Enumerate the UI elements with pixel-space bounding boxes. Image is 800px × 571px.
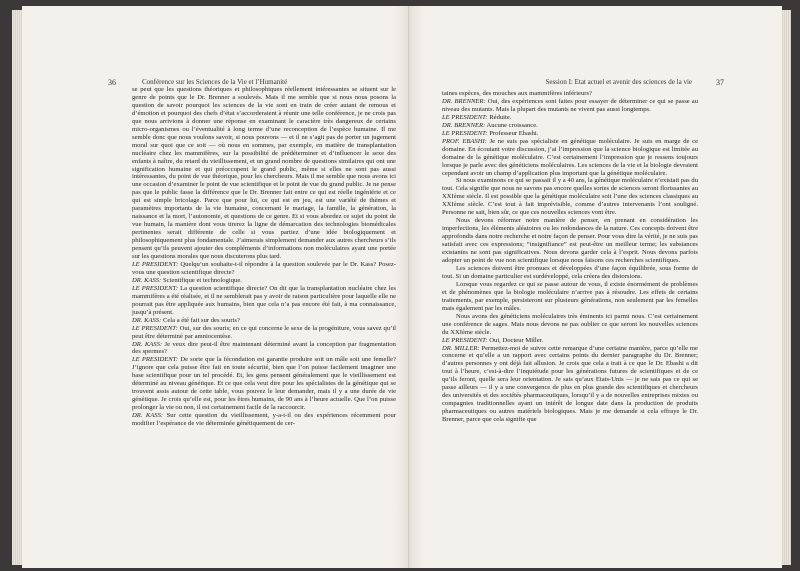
left-running-title: Conférence sur les Sciences de la Vie et l’Humanité [142, 78, 288, 86]
speaker-label: PROF. EBASHI: [442, 137, 487, 145]
paragraph [442, 345, 698, 425]
speaker-label: DR. KASS: [132, 412, 164, 420]
speaker-label: DR. BRENNER: [442, 97, 486, 105]
paragraph-text: De sorte que la fécondation est garantie produire soit un mâle soit une femelle? J’ignore que cela puisse être fait en toute sécurité, bien que l’on puisse facilement imaginer une base scientifique pour un tel procédé. Et, les gens pensent généralement que le vieillissement est déterminé au niveau génétique. Et ce que cela veut dire pour les spécialistes de la génétique qui se trouvent assis autour de cette table, vous pouvez le leur demander, mais il y a une durée de vie génétique. Je crois qu’elle est, pour les êtres humains, de 90 ans à l’heure actuelle. Que l’on puisse prolonger la vie ou non, il est certainement facile de la raccourcir. [132, 356, 396, 412]
paragraph-text: Les sciences doivent être promues et développées d’une façon équilibrée, sous forme de tout. Si un domaine particulier est surdéveloppé, cela créera des distorsions. [442, 264, 698, 280]
speaker-label: LE PRESIDENT: [132, 284, 179, 292]
paragraph [132, 317, 396, 325]
speaker-label: LE PRESIDENT: [442, 129, 488, 137]
right-page-number: 37 [716, 78, 724, 87]
paragraph-text: Je veux dire peut-il être maintenant déterminé avant la conception par fragmentation des spermes? [132, 340, 396, 356]
paragraph [132, 285, 396, 317]
paragraph-text: La question scientifique directe? On dit que la transplantation nucléaire chez les mammifères a été réalisée, et il ne semblerait pas y avoir de raison particulière pour laquelle elle ne pourrait pas être appliquée aux humains, bien que cela n’a pas encore été fait, à ma connaissance, jusqu’à présent. [132, 284, 397, 316]
left-page-body [132, 86, 396, 428]
paragraph [442, 265, 698, 281]
speaker-label: DR. MILLER: [442, 344, 480, 352]
paragraph [442, 98, 698, 114]
paragraph-text: Oui, des expériences sont faites pour essayer de déterminer ce qui se passe au niveau des mutants. Mais la plupart des mutants ne vivent pas aussi longtemps. [442, 97, 698, 113]
paragraph-text: Aucune croissance. [486, 121, 538, 129]
left-page [22, 6, 409, 568]
paragraph-text: Professeur Ebashi. [489, 129, 539, 137]
right-page-body [442, 90, 698, 424]
paragraph-text: Nous avons des généticiens moléculaires très éminents ici parmi nous. C’est certainement une conférence de sages. Mais nous devons ne pas oublier ce que seront les nouvelles sciences du XXIème siècle. [442, 312, 698, 336]
paragraph [442, 114, 698, 122]
paragraph-text: Si nous examinons ce qui se passait il y a 40 ans, la génétique moléculaire n’existait pas du tout. Cela signifie que nous ne savons pas encore quelles sortes de sciences seront florissantes au XXIème siècle. Il est possible que la génétique moléculaire soit l’une des sciences classiques au XXIème siècle. C’est tout à fait imprévisible, comme d’autres intervenants l’ont souligné. Personne ne sait, bien sûr, ce que ces nouvelles sciences vont être. [442, 177, 698, 217]
speaker-label: DR. KASS: [132, 340, 163, 348]
paragraph [442, 217, 698, 265]
paragraph-text: Oui, sur des souris; en ce qui concerne le sexe de la progéniture, vous savez qu’il peut être déterminé par amniocentèse. [132, 324, 396, 340]
paragraph-text: Sur cette question du vieillissement, y-a-t-il ou des expériences récemment pour modifier l’espérance de vie déterminée génétiquement de cer- [132, 412, 397, 428]
speaker-label: DR. KASS: [132, 316, 162, 324]
paragraph [442, 177, 698, 217]
paragraph [132, 356, 396, 412]
paragraph-text: Je ne suis pas spécialiste en génétique moléculaire. Je suis en marge de ce domaine. En écoutant votre discussion, j’ai l’impression que la science biologique est limitée au domaine de la génétique moléculaire. C’est certainement l’impression que je ressens toujours lorsque je parle avec des généticiens moléculaires. Les sciences de la vie et la biologie devraient cependant avoir un champ d’application plus important que la génétique moléculaire. [442, 137, 698, 177]
paragraph-text: Cela a été fait sur des souris? [162, 316, 240, 324]
paragraph [442, 90, 698, 98]
paragraph [442, 122, 698, 130]
speaker-label: LE PRESIDENT: [132, 260, 179, 268]
paragraph [132, 277, 396, 285]
paragraph-text: Réduite. [489, 113, 512, 121]
paragraph [442, 337, 698, 345]
paragraph [132, 325, 396, 341]
paragraph-text: Lorsque vous regardez ce qui se passe autour de vous, il existe énormément de problèmes et de phénomènes que la biologie moléculaire n’arrive pas à résoudre. Les effets de certains traitements, par exemple, persisteront sur plusieurs générations, non seulement par les femelles mais également par les mâles. [442, 280, 698, 312]
paragraph-text: taines espèces, des mouches aux mammifères inférieurs? [442, 90, 592, 97]
left-page-number: 36 [108, 78, 116, 87]
paragraph-text: Oui, Docteur Miller. [489, 336, 544, 344]
paragraph-text: Nous devons réformer notre manière de penser, en prenant en considération les imperfections, les éléments aléatoires ou les redondances de la nature. Ces concepts doivent être approfondis dans notre recherche et notre façon de penser. Pour vous dire la vérité, je ne suis pas satisfait avec ces expressions; “insignifiance” est peut-être un meilleur terme; les substances existantes ne sont pas significatives. Nous devons garder cela à l’esprit. Nous devons parfois adopter un point de vue non scientifique lorsque nous faisons ces recherches scientifiques. [442, 217, 698, 265]
speaker-label: LE PRESIDENT: [442, 113, 488, 121]
paragraph-text: se peut que les questions théoriques et philosophiques réellement intéressantes se situent sur le genre de points que le Dr. Brenner a soulevés. Mais il me semble que si nous nous posons la question de savoir pourquoi les sciences de la vie sont en train de créer autant de remous et d’émotion et pourquoi des chefs d’état s’accorderaient à réunir une telle conférence, je ne crois pas que nous arrivions à donner une réponse en examinant le caractère très dangereux de certains micro-organismes ou l’éventualité à long terme d’une reconception de l’espèce humaine. Il me semble donc que nous voulons savoir, si nous pouvons — et il ne s’agit pas de porter un jugement moral sur quoi que ce soit — où nous en sommes, par exemple, en matière de transplantation nucléaire chez les mammifères, sur la possibilité de prédéterminer et d’influencer le sexe des enfants à naître, du retard du vieillissement, et un grand nombre de questions similaires qui ont une signification humaine et qui préoccupent le grand public, même si elles ne sont pas aussi intéressantes, du point de vue théorique, pour les chercheurs. Mais il me semble que nous avons ici une occasion d’examiner le point de vue scientifique et le point de vue du grand public. Je ne pense pas que le public fasse la différence que le Dr. Brenner fait entre ce qui est réelle ingéniérie et ce qui est simple bricolage. Parce que pour lui, ce qui est en jeu, est une variété de thèmes et paramètres importants de la vie humaine, concernant le mariage, la famille, la génération, la naissance et la mort, l’autonomie, et questions de ce genre. Et si vous abordez ce sujet du point de vue humain, la manière dont vous tirerez la ligne de démarcation des technologies biomédicales pertinentes serait différente de celle si vous partiez d’une idée biologiquement et philosophiquement plus fondamentale. J’aimerais simplement demander aux autres chercheurs s’ils pensent qu’ils peuvent ajouter des compléments d’informations non moléculaires ayant une portée sur les questions morales que nous discuterons plus tard. [132, 86, 396, 261]
paragraph [442, 138, 698, 178]
speaker-label: LE PRESIDENT: [132, 356, 179, 364]
speaker-label: DR. KASS: [132, 276, 162, 284]
paragraph-text: Quelqu’un souhaite-t-il répondre à la question soulevée par le Dr. Kass? Posez-vous une question scientifique directe? [132, 260, 396, 276]
paragraph [132, 412, 396, 428]
paragraph [132, 261, 396, 277]
speaker-label: LE PRESIDENT: [442, 336, 488, 344]
paragraph [132, 341, 396, 357]
left-page-edges [12, 10, 22, 565]
paragraph [442, 313, 698, 337]
speaker-label: LE PRESIDENT: [132, 324, 178, 332]
speaker-label: DR. BRENNER: [442, 121, 486, 129]
paragraph-text: Scientifique et technologique. [162, 276, 242, 284]
right-page-edges [781, 10, 791, 565]
paragraph [442, 281, 698, 313]
right-page [409, 6, 782, 568]
paragraph [132, 86, 396, 261]
paragraph-text: Permettez-moi de suivre cette remarque d’une certaine manière, parce qu’elle me concerne et qu’elle a un rapport avec certains points du dernier paragraphe du Dr. Brenner; d’autres personnes y ont déjà fait allusion. Je crois que cela a trait à ce que le Dr. Ebashi a dit tout à l’heure, c’est-à-dire l’inquiétude pour les générations futures de scientifiques et de ce qu’ils feront, quelle sera leur orientation. Je sais qu’aux Etats-Unis — je ne sais pas ce qui se passe ailleurs — il y a une convergence de plus en plus grande des scientifiques et chercheurs des universités et des sociétés pharmaceutiques, lorsqu’il y a de nouvelles entreprises mixtes ou compagnies traditionnelles ayant un intérêt de longue date dans la production de produits pharmaceutiques ou autres matériels biologiques. Mais je me demande si cela effraye le Dr. Brenner, parce que cela signifie que [442, 344, 698, 424]
right-running-title: Session I: Etat actuel et avenir des sciences de la vie [545, 78, 692, 86]
paragraph [442, 130, 698, 138]
